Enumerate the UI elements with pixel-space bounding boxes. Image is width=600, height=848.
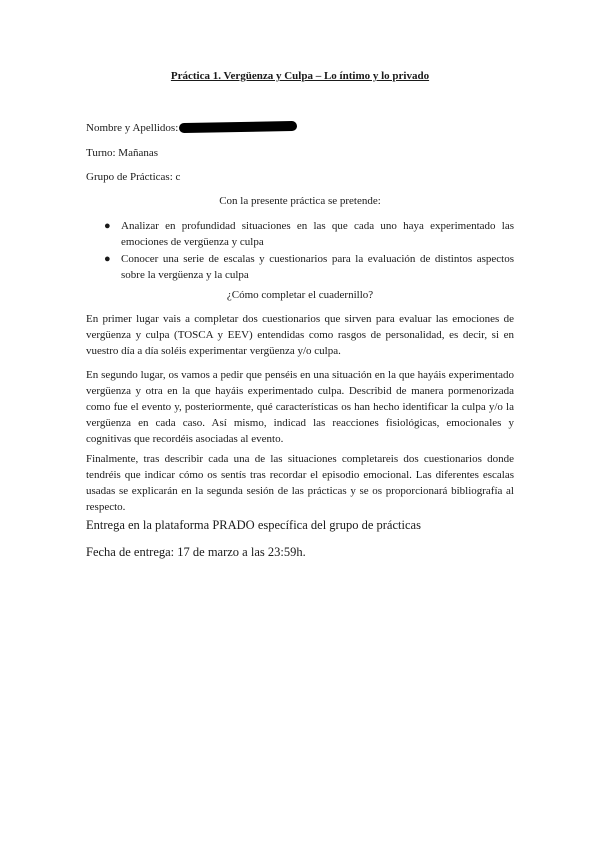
paragraph-1: En primer lugar vais a completar dos cuestionarios que sirven para evaluar las emociones de vergüenza y culpa (TOSCA y EEV) entendidas como rasgos de personalidad, es decir, si en vuestro día a día soléis experimentar vergüenza y/o culpa. <box>86 313 514 357</box>
bullet-icon: ● <box>104 253 111 265</box>
list-item <box>104 251 514 283</box>
intro-text: Con la presente práctica se pretende: <box>219 195 381 207</box>
list-item-text: Conocer una serie de escalas y cuestionarios para la evaluación de distintos aspectos sobre la vergüenza y la culpa <box>121 253 514 281</box>
bullet-icon: ● <box>104 220 111 232</box>
turno-field: Turno: Mañanas <box>86 147 159 159</box>
deadline-note: Fecha de entrega: 17 de marzo a las 23:59h. <box>86 545 306 559</box>
paragraph-2: En segundo lugar, os vamos a pedir que penséis en una situación en la que hayáis experimentado vergüenza y otra en la que hayáis experimentado culpa. Describid de manera pormenorizada como fue el evento y, posteriormente, qué características os han hecho identificar la culpa y/o la vergüenza en cada caso. Así mismo, indicad las reacciones fisiológicas, emocionales y cognitivas que recordéis asociadas al evento. <box>86 369 514 445</box>
list-item-text: Analizar en profundidad situaciones en las que cada uno haya experimentado las emociones de vergüenza y culpa <box>121 220 514 248</box>
objectives-list <box>104 218 514 284</box>
redaction-mark <box>179 121 297 133</box>
name-field <box>86 122 297 134</box>
grupo-field: Grupo de Prácticas: c <box>86 171 181 183</box>
list-item <box>104 218 514 250</box>
delivery-note: Entrega en la plataforma PRADO específica del grupo de prácticas <box>86 518 421 532</box>
section-heading: ¿Cómo completar el cuadernillo? <box>226 289 374 301</box>
document-title: Práctica 1. Vergüenza y Culpa – Lo íntimo y lo privado <box>170 70 430 82</box>
name-label: Nombre y Apellidos: <box>86 122 179 134</box>
paragraph-3: Finalmente, tras describir cada una de las situaciones completareis dos cuestionarios donde tendréis que indicar cómo os sentís tras recordar el episodio emocional. Las diferentes escalas usadas se explicarán en la segunda sesión de las prácticas y se os proporcionará bibliografía al respecto. <box>86 453 514 513</box>
